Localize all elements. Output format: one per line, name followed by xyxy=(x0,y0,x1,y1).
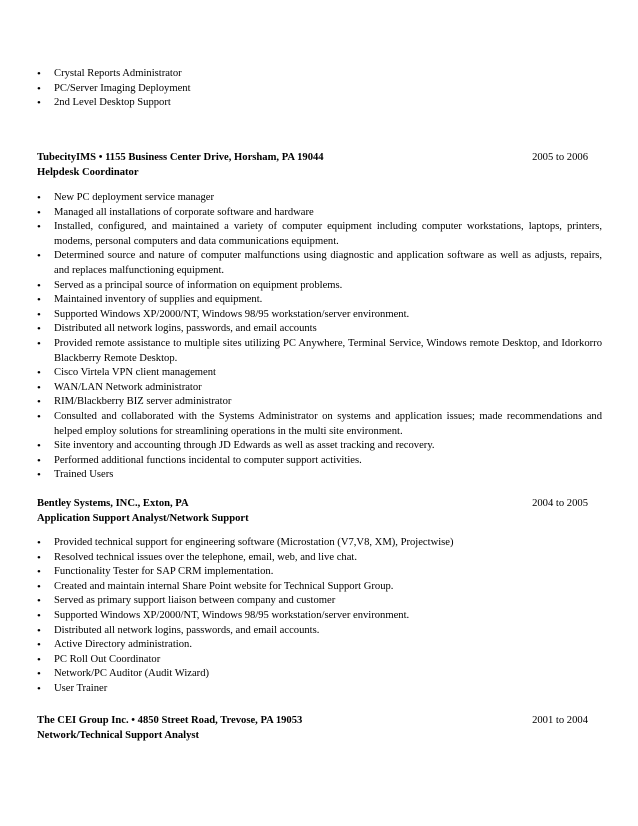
list-item: • Active Directory administration. xyxy=(37,638,602,653)
job-company: TubecityIMS • 1155 Business Center Drive, Horsham, PA 19044 xyxy=(37,152,324,163)
list-item: • Cisco Virtela VPN client management xyxy=(37,366,602,381)
job-title: Network/Technical Support Analyst xyxy=(37,730,200,741)
list-item: • WAN/LAN Network administrator xyxy=(37,381,602,396)
list-item: • Determined source and nature of computer malfunctions using diagnostic and application software as well as adjusts, repairs, and replaces malfunctioning equipment. xyxy=(37,249,602,278)
job-header-tubecity xyxy=(37,150,588,180)
list-item: • Provided remote assistance to multiple sites utilizing PC Anywhere, Terminal Service, Windows remote Desktop, and Idorkorro Blackberry Remote Desktop. xyxy=(37,337,602,366)
job-company: The CEI Group Inc. • 4850 Street Road, Trevose, PA 19053 xyxy=(37,715,303,726)
job-bullet-list-tubecity xyxy=(37,191,602,483)
list-item: • Created and maintain internal Share Point website for Technical Support Group. xyxy=(37,580,602,595)
job-bullet-list-bentley xyxy=(37,536,602,697)
list-item: • Site inventory and accounting through JD Edwards as well as asset tracking and recovery. xyxy=(37,439,602,454)
list-item: • Performed additional functions incidental to computer support activities. xyxy=(37,454,602,469)
list-item: • Installed, configured, and maintained a variety of computer equipment including computer workstations, laptops, printers, modems, personal computers and data communications equipment. xyxy=(37,220,602,249)
list-item: • Consulted and collaborated with the Systems Administrator on systems and application issues; made recommendations and helped employ solutions for streamlining operations in the multi site environment. xyxy=(37,410,602,439)
list-item: • PC Roll Out Coordinator xyxy=(37,653,602,668)
list-item: • Maintained inventory of supplies and equipment. xyxy=(37,293,602,308)
list-item: • Provided technical support for engineering software (Microstation (V7,V8, XM), Projectwise) xyxy=(37,536,602,551)
job-dates: 2005 to 2006 xyxy=(532,152,588,163)
list-item: • Distributed all network logins, passwords, and email accounts xyxy=(37,322,602,337)
list-item: • Served as primary support liaison between company and customer xyxy=(37,594,602,609)
job-header-cei xyxy=(37,713,588,743)
list-item: • Trained Users xyxy=(37,468,602,483)
list-item: • RIM/Blackberry BIZ server administrator xyxy=(37,395,602,410)
list-item: • Supported Windows XP/2000/NT, Windows 98/95 workstation/server environment. xyxy=(37,308,602,323)
job-dates: 2001 to 2004 xyxy=(532,715,588,726)
list-item: • Served as a principal source of information on equipment problems. xyxy=(37,279,602,294)
job-header-bentley xyxy=(37,496,588,526)
job-title: Application Support Analyst/Network Support xyxy=(37,513,249,524)
list-item: • Resolved technical issues over the telephone, email, web, and live chat. xyxy=(37,551,602,566)
list-item: • PC/Server Imaging Deployment xyxy=(37,82,602,97)
list-item: • 2nd Level Desktop Support xyxy=(37,96,602,111)
list-item: • Supported Windows XP/2000/NT, Windows 98/95 workstation/server environment. xyxy=(37,609,602,624)
list-item: • Distributed all network logins, passwords, and email accounts. xyxy=(37,624,602,639)
job-company: Bentley Systems, INC., Exton, PA xyxy=(37,498,189,509)
job-title: Helpdesk Coordinator xyxy=(37,167,139,178)
intro-bullet-list xyxy=(37,67,602,111)
list-item: • Managed all installations of corporate software and hardware xyxy=(37,206,602,221)
list-item: • User Trainer xyxy=(37,682,602,697)
list-item: • Functionality Tester for SAP CRM implementation. xyxy=(37,565,602,580)
job-dates: 2004 to 2005 xyxy=(532,498,588,509)
list-item: • New PC deployment service manager xyxy=(37,191,602,206)
list-item: • Crystal Reports Administrator xyxy=(37,67,602,82)
list-item: • Network/PC Auditor (Audit Wizard) xyxy=(37,667,602,682)
